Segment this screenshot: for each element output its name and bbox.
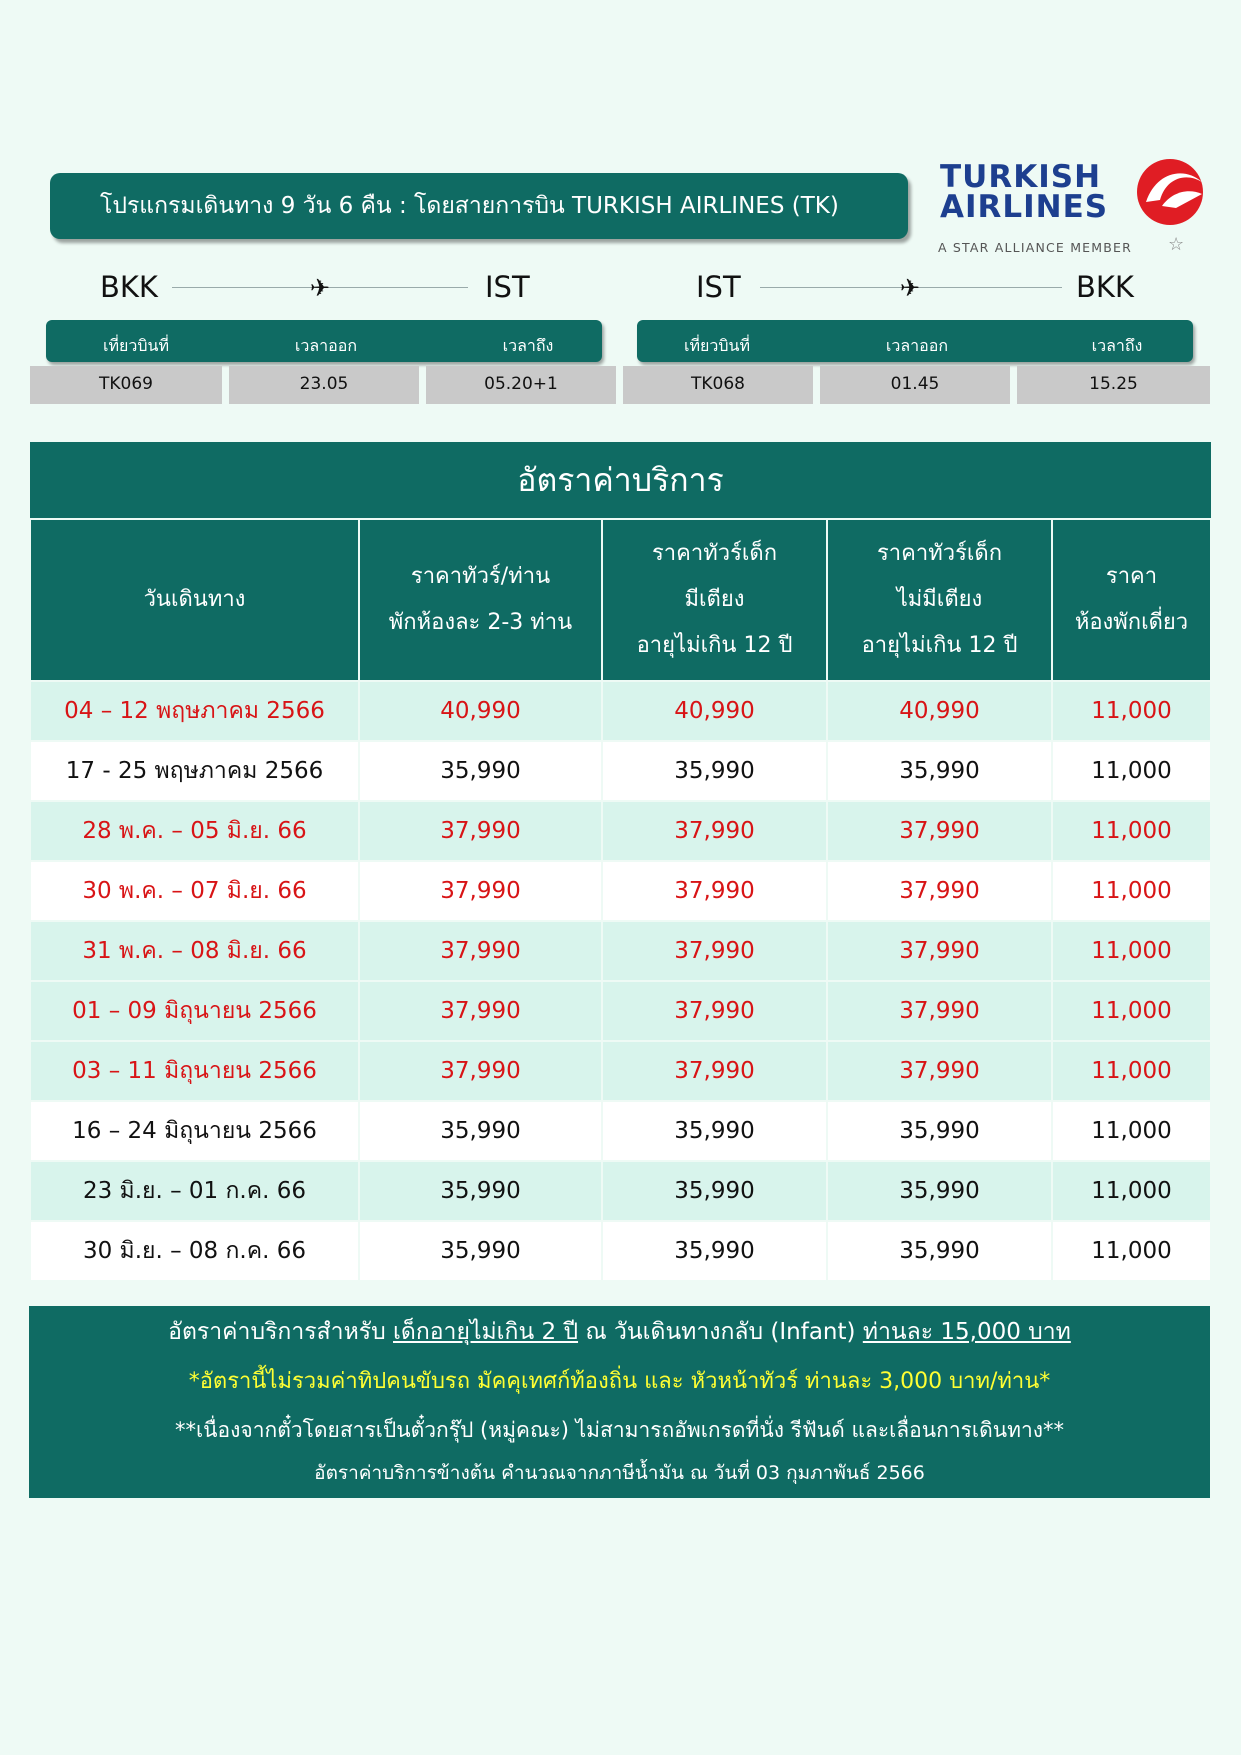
rates-header-col [602, 519, 827, 681]
inbound-flight-no: TK068 [623, 366, 813, 404]
rate-cell-child-bed: 35,990 [602, 1221, 827, 1281]
outbound-to: IST [485, 270, 530, 304]
rates-header-col [827, 519, 1052, 681]
table-row [30, 861, 1211, 921]
inbound-flight-header [637, 320, 1193, 362]
rates-table [29, 442, 1212, 1282]
rate-cell-single: 11,000 [1052, 741, 1211, 801]
rate-cell-date: 03 – 11 มิถุนายน 2566 [30, 1041, 359, 1101]
rate-cell-adult: 37,990 [359, 981, 602, 1041]
inbound-depart-time: 01.45 [820, 366, 1010, 404]
star-icon: ☆ [1168, 234, 1185, 255]
infant-note-price: ท่านละ 15,000 บาท [862, 1319, 1071, 1345]
rate-cell-date: 30 พ.ค. – 07 มิ.ย. 66 [30, 861, 359, 921]
rates-header-line: อายุไม่เกิน 12 ปี [861, 633, 1018, 658]
rate-cell-date: 23 มิ.ย. – 01 ก.ค. 66 [30, 1161, 359, 1221]
logo-word-2: AIRLINES [940, 189, 1109, 225]
rate-cell-child-nobed: 40,990 [827, 681, 1052, 741]
rate-cell-date: 16 – 24 มิถุนายน 2566 [30, 1101, 359, 1161]
table-row [30, 1101, 1211, 1161]
infant-note-age: เด็กอายุไม่เกิน 2 ปี [393, 1319, 579, 1345]
rate-cell-adult: 35,990 [359, 1221, 602, 1281]
rate-cell-single: 11,000 [1052, 1221, 1211, 1281]
outbound-from: BKK [100, 270, 158, 304]
rate-cell-adult: 37,990 [359, 921, 602, 981]
tip-note: *อัตรานี้ไม่รวมค่าทิปคนขับรถ มัคคุเทศก์ท้องถิ่น และ หัวหน้าทัวร์ ท่านละ 3,000 บาท/ท่าน* [188, 1369, 1051, 1394]
notes-box [29, 1306, 1210, 1498]
logo-emblem-icon [1132, 158, 1210, 228]
rate-cell-child-nobed: 35,990 [827, 1161, 1052, 1221]
rate-cell-single: 11,000 [1052, 921, 1211, 981]
rates-header-line: พักห้องละ 2-3 ท่าน [388, 610, 573, 635]
rates-header-col [30, 519, 359, 681]
outbound-header-depart: เวลาออก [294, 336, 358, 355]
rates-header-line: วันเดินทาง [143, 587, 246, 612]
program-banner [50, 173, 908, 239]
table-row [30, 1221, 1211, 1281]
rates-header-line: ราคาทัวร์เด็ก [876, 541, 1003, 566]
rate-cell-child-bed: 37,990 [602, 1041, 827, 1101]
rate-cell-child-nobed: 37,990 [827, 861, 1052, 921]
inbound-arrive-time: 15.25 [1017, 366, 1210, 404]
table-row [30, 681, 1211, 741]
rate-cell-adult: 37,990 [359, 1041, 602, 1101]
table-row [30, 921, 1211, 981]
rate-cell-adult: 37,990 [359, 801, 602, 861]
plane-icon: ✈ [310, 274, 331, 302]
rates-header-line: ราคา [1105, 564, 1158, 589]
rates-header-col [1052, 519, 1211, 681]
rate-cell-date: 01 – 09 มิถุนายน 2566 [30, 981, 359, 1041]
rate-cell-adult: 35,990 [359, 1161, 602, 1221]
rate-cell-child-bed: 37,990 [602, 801, 827, 861]
rate-cell-child-nobed: 37,990 [827, 801, 1052, 861]
group-ticket-note: **เนื่องจากตั๋วโดยสารเป็นตั๋วกรุ๊ป (หมู่คณะ) ไม่สามารถอัพเกรดที่นั่ง รีฟันด์ และเลื่อนการเดินทาง** [175, 1418, 1064, 1442]
rate-cell-adult: 37,990 [359, 861, 602, 921]
rate-cell-single: 11,000 [1052, 1041, 1211, 1101]
infant-note-prefix: อัตราค่าบริการสำหรับ [168, 1319, 386, 1345]
rate-cell-adult: 40,990 [359, 681, 602, 741]
rate-cell-child-nobed: 35,990 [827, 741, 1052, 801]
rate-cell-single: 11,000 [1052, 861, 1211, 921]
rate-cell-single: 11,000 [1052, 681, 1211, 741]
inbound-header-depart: เวลาออก [885, 336, 949, 355]
rate-cell-date: 31 พ.ค. – 08 มิ.ย. 66 [30, 921, 359, 981]
rate-cell-child-nobed: 37,990 [827, 921, 1052, 981]
table-row [30, 1041, 1211, 1101]
rate-cell-single: 11,000 [1052, 801, 1211, 861]
rate-cell-date: 28 พ.ค. – 05 มิ.ย. 66 [30, 801, 359, 861]
rate-cell-child-nobed: 35,990 [827, 1101, 1052, 1161]
rate-cell-child-bed: 35,990 [602, 1161, 827, 1221]
rate-cell-child-nobed: 35,990 [827, 1221, 1052, 1281]
rate-cell-child-bed: 37,990 [602, 921, 827, 981]
rates-title: อัตราค่าบริการ [30, 442, 1211, 519]
rates-header-line: ห้องพักเดี่ยว [1074, 610, 1189, 635]
rate-cell-date: 04 – 12 พฤษภาคม 2566 [30, 681, 359, 741]
rates-header-line: มีเตียง [684, 587, 745, 612]
rate-cell-adult: 35,990 [359, 741, 602, 801]
program-title: โปรแกรมเดินทาง 9 วัน 6 คืน : โดยสายการบิน TURKISH AIRLINES (TK) [100, 193, 839, 219]
rate-cell-adult: 35,990 [359, 1101, 602, 1161]
outbound-arrive-time: 05.20+1 [426, 366, 616, 404]
rate-cell-date: 17 - 25 พฤษภาคม 2566 [30, 741, 359, 801]
outbound-flight-no: TK069 [30, 366, 222, 404]
logo-word-1: TURKISH [940, 159, 1102, 195]
rate-cell-child-bed: 35,990 [602, 1101, 827, 1161]
fuel-note: อัตราค่าบริการข้างต้น คำนวณจากภาษีน้ำมัน ณ วันที่ 03 กุมภาพันธ์ 2566 [314, 1462, 925, 1484]
outbound-depart-time: 23.05 [229, 366, 419, 404]
inbound-to: BKK [1076, 270, 1134, 304]
table-row [30, 1161, 1211, 1221]
rates-header-line: ราคาทัวร์เด็ก [651, 541, 778, 566]
turkish-airlines-logo [936, 158, 1216, 258]
rates-header-row [30, 519, 1211, 681]
outbound-header-arrive: เวลาถึง [502, 336, 554, 355]
rates-header-col [359, 519, 602, 681]
inbound-header-arrive: เวลาถึง [1091, 336, 1143, 355]
inbound-header-flight: เที่ยวบินที่ [683, 336, 751, 355]
rates-header-line: อายุไม่เกิน 12 ปี [636, 633, 793, 658]
rate-cell-child-bed: 37,990 [602, 861, 827, 921]
inbound-from: IST [696, 270, 741, 304]
rate-cell-child-bed: 37,990 [602, 981, 827, 1041]
rate-cell-child-bed: 40,990 [602, 681, 827, 741]
rates-header-line: ไม่มีเตียง [896, 587, 983, 612]
logo-tagline: A STAR ALLIANCE MEMBER [938, 240, 1133, 255]
rates-header-line: ราคาทัวร์/ท่าน [410, 564, 551, 589]
table-row [30, 981, 1211, 1041]
plane-icon: ✈ [900, 274, 921, 302]
rate-cell-single: 11,000 [1052, 1161, 1211, 1221]
outbound-header-flight: เที่ยวบินที่ [102, 336, 170, 355]
rate-cell-single: 11,000 [1052, 1101, 1211, 1161]
rate-cell-child-nobed: 37,990 [827, 1041, 1052, 1101]
table-row [30, 741, 1211, 801]
rate-cell-single: 11,000 [1052, 981, 1211, 1041]
rate-cell-date: 30 มิ.ย. – 08 ก.ค. 66 [30, 1221, 359, 1281]
rate-cell-child-bed: 35,990 [602, 741, 827, 801]
table-row [30, 801, 1211, 861]
outbound-flight-header [46, 320, 602, 362]
rate-cell-child-nobed: 37,990 [827, 981, 1052, 1041]
infant-note-middle: ณ วันเดินทางกลับ (Infant) [585, 1319, 856, 1345]
infant-note [29, 1314, 1210, 1350]
